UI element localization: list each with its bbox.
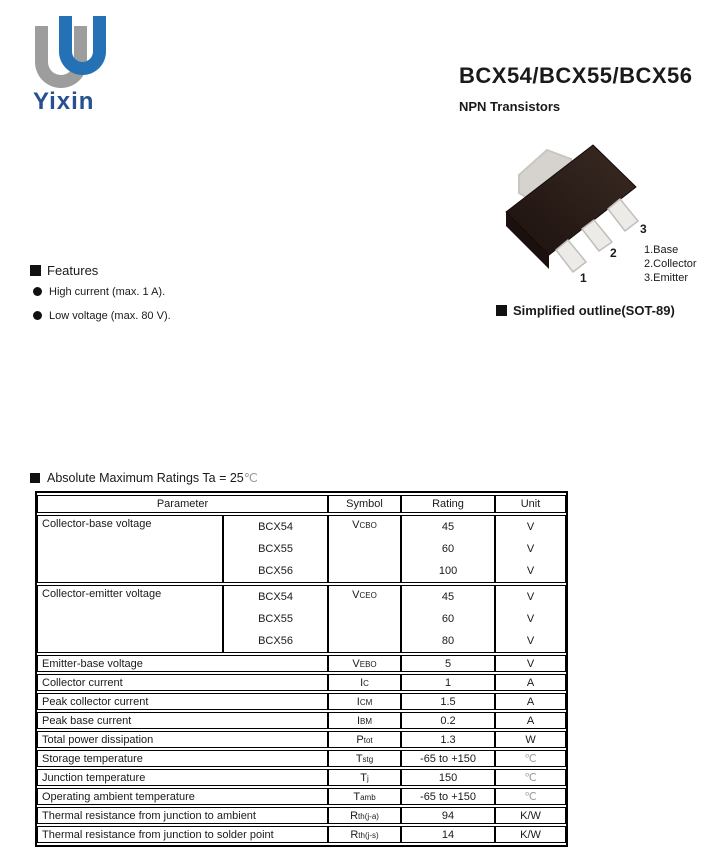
page-title: BCX54/BCX55/BCX56 xyxy=(459,63,693,88)
circle-bullet-icon xyxy=(33,311,42,320)
table-row xyxy=(37,693,566,710)
rating-cell: 1.5 xyxy=(401,693,495,710)
table-header-row xyxy=(37,495,566,513)
unit-cell xyxy=(495,585,566,653)
unit-value: V xyxy=(526,591,535,603)
symbol-base: V xyxy=(352,589,360,601)
table-row xyxy=(37,769,566,786)
symbol-base: V xyxy=(352,519,360,531)
symbol-base: I xyxy=(360,676,364,689)
parameter-cell: Peak collector current xyxy=(37,693,328,710)
unit-value: V xyxy=(526,521,535,533)
unit-value: V xyxy=(526,613,535,625)
model-name-stack xyxy=(224,516,327,582)
parameter-cell: Emitter-base voltage xyxy=(37,655,328,672)
unit-cell: K/W xyxy=(495,807,566,824)
rating-value: 45 xyxy=(441,521,455,533)
model-name: BCX55 xyxy=(258,613,293,625)
symbol-subscript: CM xyxy=(359,697,373,707)
symbol-base: T xyxy=(360,771,367,784)
symbol-subscript: amb xyxy=(360,792,376,802)
model-name: BCX56 xyxy=(258,565,293,577)
model-name: BCX55 xyxy=(258,543,293,555)
table-row xyxy=(37,826,566,843)
parameter-cell: Collector-emitter voltage xyxy=(37,585,223,653)
column-header-rating: Rating xyxy=(401,495,495,513)
ratings-table xyxy=(35,491,568,847)
models-cell xyxy=(223,585,328,653)
parameter-cell: Total power dissipation xyxy=(37,731,328,748)
table-row-group xyxy=(37,515,566,583)
model-name: BCX56 xyxy=(258,635,293,647)
rating-cell: 1.3 xyxy=(401,731,495,748)
symbol-subscript: th(j-a) xyxy=(358,811,379,821)
rating-cell: -65 to +150 xyxy=(401,750,495,767)
square-bullet-icon xyxy=(30,265,41,276)
rating-cell: 150 xyxy=(401,769,495,786)
lead-2-number: 2 xyxy=(610,246,617,260)
table-row xyxy=(37,788,566,805)
symbol-base: T xyxy=(355,752,363,765)
pin-name-list xyxy=(644,243,697,285)
brand-logo xyxy=(33,14,143,115)
rating-cell: 14 xyxy=(401,826,495,843)
rating-value: 45 xyxy=(441,591,455,603)
column-header-parameter: Parameter xyxy=(37,495,328,513)
parameter-cell: Collector current xyxy=(37,674,328,691)
sot89-package-illustration xyxy=(492,138,660,290)
unit-cell xyxy=(495,515,566,583)
column-header-symbol: Symbol xyxy=(328,495,401,513)
pin-label: 1.Base xyxy=(644,244,679,256)
symbol-base: R xyxy=(350,828,359,841)
rating-value: 80 xyxy=(441,635,455,647)
symbol-base: R xyxy=(350,809,359,822)
rating-cell: 1 xyxy=(401,674,495,691)
symbol-cell xyxy=(328,655,401,672)
symbol-cell xyxy=(328,788,401,805)
column-header-unit: Unit xyxy=(495,495,566,513)
unit-cell: K/W xyxy=(495,826,566,843)
table-row xyxy=(37,807,566,824)
table-row xyxy=(37,712,566,729)
table-row xyxy=(37,750,566,767)
unit-cell: ℃ xyxy=(495,769,566,786)
lead-3-number: 3 xyxy=(640,222,647,236)
pin-label: 2.Collector xyxy=(644,258,697,270)
rating-value-stack xyxy=(402,586,494,652)
parameter-cell: Storage temperature xyxy=(37,750,328,767)
symbol-cell xyxy=(328,807,401,824)
symbol-subscript: C xyxy=(363,678,369,688)
unit-value-stack xyxy=(496,516,565,582)
unit-value: V xyxy=(526,543,535,555)
feature-item xyxy=(33,310,171,322)
symbol-cell xyxy=(328,769,401,786)
parameter-cell: Thermal resistance from junction to solder point xyxy=(37,826,328,843)
feature-item xyxy=(33,286,165,298)
square-bullet-icon xyxy=(496,305,507,316)
table-row xyxy=(37,674,566,691)
symbol-subscript: th(j-s) xyxy=(358,830,379,840)
symbol-subscript: tot xyxy=(363,735,373,745)
outline-heading xyxy=(496,303,675,318)
symbol-subscript: CBO xyxy=(359,521,377,530)
symbol-base: I xyxy=(356,714,361,727)
symbol-subscript: j xyxy=(366,773,369,783)
model-name: BCX54 xyxy=(258,591,293,603)
circle-bullet-icon xyxy=(33,287,42,296)
model-name-stack xyxy=(224,586,327,652)
rating-cell xyxy=(401,585,495,653)
symbol-cell xyxy=(328,515,401,583)
rating-cell xyxy=(401,515,495,583)
ratings-heading xyxy=(30,470,258,485)
features-heading xyxy=(30,263,98,278)
pin-label: 3.Emitter xyxy=(644,272,689,284)
symbol-cell xyxy=(328,693,401,710)
unit-cell: W xyxy=(495,731,566,748)
unit-cell: A xyxy=(495,693,566,710)
models-cell xyxy=(223,515,328,583)
parameter-cell: Thermal resistance from junction to ambient xyxy=(37,807,328,824)
table-row xyxy=(37,655,566,672)
symbol-base: P xyxy=(356,733,364,746)
symbol-cell xyxy=(328,826,401,843)
symbol-cell xyxy=(328,585,401,653)
model-name: BCX54 xyxy=(258,521,293,533)
lead-1-number: 1 xyxy=(580,271,587,285)
unit-value: V xyxy=(526,635,535,647)
symbol-cell xyxy=(328,674,401,691)
unit-value-stack xyxy=(496,586,565,652)
square-bullet-icon xyxy=(30,473,40,483)
page-subtitle: NPN Transistors xyxy=(459,99,561,114)
ratings-table-body xyxy=(37,495,566,843)
unit-cell: A xyxy=(495,712,566,729)
ratings-heading-label: Absolute Maximum Ratings Ta = 25 xyxy=(47,471,244,485)
table-row xyxy=(37,731,566,748)
rating-value-stack xyxy=(402,516,494,582)
symbol-subscript: CEO xyxy=(359,591,377,600)
brand-name: Yixin xyxy=(33,88,95,115)
symbol-subscript: BM xyxy=(360,716,373,726)
symbol-base: T xyxy=(353,790,361,803)
parameter-cell: Junction temperature xyxy=(37,769,328,786)
unit-cell: ℃ xyxy=(495,750,566,767)
parameter-cell: Collector-base voltage xyxy=(37,515,223,583)
table-row-group xyxy=(37,585,566,653)
symbol-cell xyxy=(328,731,401,748)
unit-cell: V xyxy=(495,655,566,672)
rating-cell: 0.2 xyxy=(401,712,495,729)
symbol-subscript: EBO xyxy=(359,659,377,669)
symbol-cell xyxy=(328,712,401,729)
features-heading-label: Features xyxy=(47,263,99,278)
rating-value: 100 xyxy=(438,565,458,577)
symbol-subscript: stg xyxy=(362,754,374,764)
rating-value: 60 xyxy=(441,543,455,555)
rating-value: 60 xyxy=(441,613,455,625)
unit-cell: A xyxy=(495,674,566,691)
symbol-base: V xyxy=(352,657,360,670)
outline-heading-label: Simplified outline(SOT-89) xyxy=(513,303,675,318)
rating-cell: 5 xyxy=(401,655,495,672)
feature-text: Low voltage (max. 80 V). xyxy=(49,310,171,322)
parameter-cell: Peak base current xyxy=(37,712,328,729)
rating-cell: 94 xyxy=(401,807,495,824)
symbol-base: I xyxy=(356,695,360,708)
degree-celsius-symbol: ℃ xyxy=(243,471,258,485)
parameter-cell: Operating ambient temperature xyxy=(37,788,328,805)
unit-value: V xyxy=(526,565,535,577)
unit-cell: ℃ xyxy=(495,788,566,805)
feature-text: High current (max. 1 A). xyxy=(49,286,166,298)
rating-cell: -65 to +150 xyxy=(401,788,495,805)
symbol-cell xyxy=(328,750,401,767)
logo-u-blue-icon xyxy=(59,16,106,75)
